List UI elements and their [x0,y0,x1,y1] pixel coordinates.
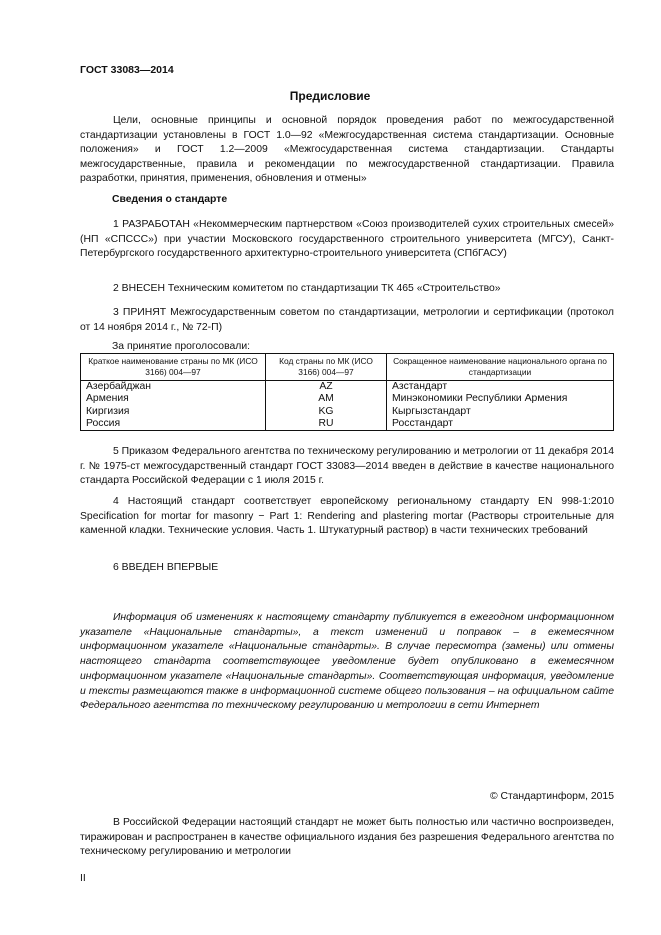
page-title: Предисловие [289,89,371,103]
column-header-country: Краткое наименование страны по МК (ИСО 3166) 004—97 [81,354,266,381]
adopted-paragraph: 3 ПРИНЯТ Межгосударственным советом по стандартизации, метрологии и сертификации (протокол от 14 ноября 2014 г., № 72-П) [80,307,614,333]
code-cell: KG [266,406,387,418]
country-cell: Россия [81,418,266,431]
change-info-notice: Информация об изменениях к настоящему стандарту публикуется в ежегодном информационном указателе «Национальные стандарты», а текст изменений и поправок – в ежемесячном информационном указателе «Национальные стандарты». В случае пересмотра (замены) или отмены настоящего стандарта соответствующее уведомление будет опубликовано в ежемесячном информационном указателе «Национальные стандарты». Соответствующая информация, уведомление и тексты размещаются также в информационной системе общего пользования – на официальном сайте Федерального агентства по техническому регулированию и метрологии в сети Интернет [80,612,614,712]
table-row [81,418,614,431]
copyright-line: © Стандартинформ, 2015 [489,791,614,802]
country-cell: Азербайджан [81,381,266,394]
table-header-row [81,354,614,381]
body-cell: Азстандарт [387,381,614,394]
reproduction-notice: В Российской Федерации настоящий стандарт не может быть полностью или частично воспроизведен, тиражирован и распространен в качестве официального издания без разрешения Федерального агентства по техническому регулированию и метрологии [80,817,614,857]
country-cell: Армения [81,393,266,405]
code-cell: AM [266,393,387,405]
column-header-body: Сокращенное наименование национального органа по стандартизации [387,354,614,381]
code-cell: RU [266,418,387,431]
about-heading: Сведения о стандарте [112,194,228,205]
votes-table [80,353,614,431]
doc-code-header: ГОСТ 33083—2014 [80,64,174,76]
body-cell: Минэкономики Республики Армения [387,393,614,405]
voted-label: За принятие проголосовали: [112,341,251,352]
page-number: II [80,873,86,884]
order-paragraph: 5 Приказом Федерального агентства по техническому регулированию и метрологии от 11 декабря 2014 г. № 1975-ст межгосударственный стандарт ГОСТ 33083—2014 введен в действие в качестве национального стандарта Российской Федерации с 1 июля 2015 г. [80,446,614,486]
table-row [81,393,614,405]
body-cell: Кыргызстандарт [387,406,614,418]
body-cell: Росстандарт [387,418,614,431]
table-row [81,406,614,418]
developed-paragraph: 1 РАЗРАБОТАН «Некоммерческим партнерством «Союз производителей сухих строительных смесей» (НП «СПССС») при участии Московского государственного строительного университета (МГСУ), Санкт-Петербургского государственного архитектурно-строительного университета (СПбГАСУ) [80,219,614,259]
introduced-paragraph: 2 ВНЕСЕН Техническим комитетом по стандартизации ТК 465 «Строительство» [113,283,501,294]
country-cell: Киргизия [81,406,266,418]
code-cell: AZ [266,381,387,394]
conformity-paragraph: 4 Настоящий стандарт соответствует европейскому региональному стандарту EN 998-1:2010 Specification for mortar for masonry − Part 1: Rendering and plastering mortar (Растворы строительные для каменной кладки. Технические условия. Часть 1. Штукатурный раствор) в части технических требований [80,496,614,536]
intro-paragraph: Цели, основные принципы и основной порядок проведения работ по межгосударственной стандартизации установлены в ГОСТ 1.0—92 «Межгосударственная система стандартизации. Основные положения» и ГОСТ 1.2—2009 «Межгосударственная система стандартизации. Стандарты межгосударственные, правила и рекомендации по межгосударственной стандартизации. Правила разработки, принятия, применения, обновления и отмены» [80,115,614,184]
first-introduced-paragraph: 6 ВВЕДЕН ВПЕРВЫЕ [113,562,219,573]
table-row [81,381,614,394]
column-header-code: Код страны по МК (ИСО 3166) 004—97 [266,354,387,381]
